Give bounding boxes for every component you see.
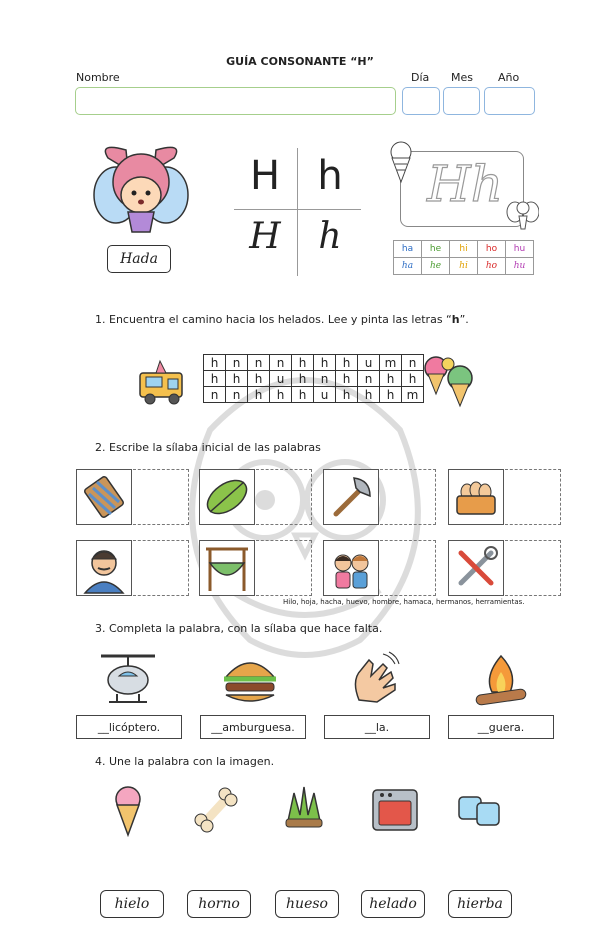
grid-cell[interactable]: m (402, 387, 424, 403)
grid-cell[interactable]: h (248, 371, 270, 387)
siblings-icon (324, 541, 378, 595)
ice-cream-cones-icon (420, 352, 478, 410)
egg-basket-icon (449, 470, 503, 524)
grid-cell[interactable]: u (358, 355, 380, 371)
syllable-table (393, 240, 534, 275)
uppercase-print-letter: H (249, 153, 281, 199)
grid-row (204, 371, 424, 387)
grid-row (204, 387, 424, 403)
fairy-illustration (88, 140, 193, 240)
grid-cell[interactable]: n (314, 371, 336, 387)
grid-cell[interactable]: h (292, 355, 314, 371)
answer-box[interactable] (256, 540, 312, 596)
thread-spool-icon (77, 470, 131, 524)
match-word: hielo (114, 896, 150, 912)
question-3-text: 3. Completa la palabra, con la sílaba que hace falta. (95, 622, 383, 635)
match-word-box[interactable] (361, 890, 425, 918)
answer-box[interactable] (133, 540, 189, 596)
waving-hand-icon (345, 650, 403, 708)
grid-cell[interactable]: m (380, 355, 402, 371)
grid-row (204, 355, 424, 371)
syllable-cell: he (422, 241, 450, 258)
match-word: hueso (286, 896, 328, 912)
fairy-outline-icon (505, 196, 539, 232)
grid-cell[interactable]: h (380, 387, 402, 403)
syllable-cell: hi (450, 258, 478, 275)
word-bank-hint: Hilo, hoja, hacha, huevo, hombre, hamaca, hermanos, herramientas. (283, 598, 525, 606)
ice-cream-cone-icon (388, 140, 414, 185)
oven-icon (370, 787, 420, 833)
uppercase-cursive-letter: H (249, 216, 281, 257)
grass-icon (280, 783, 328, 831)
match-word-box[interactable] (100, 890, 164, 918)
fairy-word-box (107, 245, 171, 273)
grid-cell[interactable]: h (270, 387, 292, 403)
grid-cell[interactable]: n (248, 355, 270, 371)
lowercase-cursive-letter: h (318, 216, 342, 257)
answer-box[interactable] (380, 540, 436, 596)
helicopter-icon (97, 650, 159, 708)
picture-box-eggs (448, 469, 504, 525)
question-1-text: 1. Encuentra el camino hacia los helados. Lee y pinta las letras “h”. (95, 313, 469, 326)
grid-cell[interactable]: h (292, 387, 314, 403)
hamburger-icon (220, 647, 280, 707)
man-icon (77, 541, 131, 595)
day-label: Día (411, 71, 430, 84)
grid-cell[interactable]: n (270, 355, 292, 371)
grid-cell[interactable]: h (248, 387, 270, 403)
answer-box[interactable] (380, 469, 436, 525)
lowercase-print-letter: h (317, 153, 343, 199)
grid-cell[interactable]: n (204, 387, 226, 403)
answer-box[interactable] (256, 469, 312, 525)
grid-cell[interactable]: n (226, 355, 248, 371)
complete-word-box[interactable]: __amburguesa. (200, 715, 306, 739)
ice-cream-icon (108, 785, 148, 837)
axe-icon (324, 470, 378, 524)
syllable-cell: hu (506, 258, 534, 275)
picture-box-axe (323, 469, 379, 525)
ice-cubes-icon (455, 789, 505, 831)
syllable-cell: ho (478, 258, 506, 275)
trace-letters: Hh (427, 155, 503, 213)
syllable-cell: hu (506, 241, 534, 258)
page-title: GUÍA CONSONANTE “H” (226, 55, 374, 68)
hammock-icon (200, 541, 254, 595)
picture-box-hammock (199, 540, 255, 596)
picture-box-man (76, 540, 132, 596)
syllable-cell: ha (394, 241, 422, 258)
grid-cell[interactable]: h (380, 371, 402, 387)
grid-cell[interactable]: n (402, 355, 424, 371)
grid-cell[interactable]: n (226, 387, 248, 403)
match-word-box[interactable] (448, 890, 512, 918)
syllable-cell: he (422, 258, 450, 275)
syllable-row-print (394, 241, 534, 258)
match-word: hierba (457, 896, 503, 912)
grid-cell[interactable]: h (402, 371, 424, 387)
ice-cream-truck-icon (138, 357, 192, 407)
grid-cell[interactable]: h (226, 371, 248, 387)
match-word-box[interactable] (187, 890, 251, 918)
picture-box-tools (448, 540, 504, 596)
syllable-row-cursive (394, 258, 534, 275)
grid-cell[interactable]: h (336, 355, 358, 371)
name-field[interactable] (75, 87, 396, 115)
day-field[interactable] (402, 87, 440, 115)
picture-box-siblings (323, 540, 379, 596)
year-field[interactable] (484, 87, 535, 115)
complete-word-box[interactable]: __guera. (448, 715, 554, 739)
grid-cell[interactable]: h (358, 387, 380, 403)
grid-cell[interactable]: u (270, 371, 292, 387)
campfire-icon (470, 652, 532, 708)
syllable-cell: hi (450, 241, 478, 258)
match-word: helado (369, 896, 417, 912)
grid-cell[interactable]: h (314, 355, 336, 371)
tools-icon (449, 541, 503, 595)
fairy-word: Hada (120, 251, 158, 267)
syllable-cell: ha (394, 258, 422, 275)
month-field[interactable] (443, 87, 480, 115)
answer-box[interactable] (133, 469, 189, 525)
month-label: Mes (451, 71, 473, 84)
picture-box-thread (76, 469, 132, 525)
complete-word-box[interactable]: __la. (324, 715, 430, 739)
leaf-icon (200, 470, 254, 524)
grid-cell[interactable]: h (336, 371, 358, 387)
grid-cell[interactable]: u (314, 387, 336, 403)
letter-path-grid (203, 354, 424, 403)
grid-cell[interactable]: h (336, 387, 358, 403)
question-2-text: 2. Escribe la sílaba inicial de las palabras (95, 441, 321, 454)
letter-grid-hline (234, 209, 361, 210)
letter-grid-vline (297, 148, 298, 276)
year-label: Año (498, 71, 520, 84)
complete-word-box[interactable]: __licóptero. (76, 715, 182, 739)
bone-icon (192, 787, 240, 833)
match-word: horno (198, 896, 240, 912)
grid-cell[interactable]: h (292, 371, 314, 387)
grid-cell[interactable]: n (358, 371, 380, 387)
answer-box[interactable] (505, 469, 561, 525)
match-word-box[interactable] (275, 890, 339, 918)
grid-cell[interactable]: h (204, 355, 226, 371)
answer-box[interactable] (505, 540, 561, 596)
question-4-text: 4. Une la palabra con la imagen. (95, 755, 275, 768)
grid-cell[interactable]: h (204, 371, 226, 387)
syllable-cell: ho (478, 241, 506, 258)
picture-box-leaf (199, 469, 255, 525)
name-label: Nombre (76, 71, 120, 84)
